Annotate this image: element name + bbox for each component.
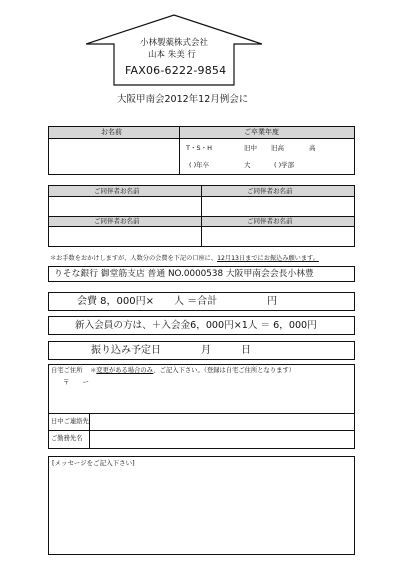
bank-account-text: りそな銀行 御堂筋支店 普通 NO.0000538 大阪甲南会会長小林豊 [54,268,314,279]
workplace-field[interactable] [91,432,352,446]
daytime-contact-label: 日中ご連絡先 [51,418,89,425]
transfer-date-band [48,341,355,360]
message-label: [メッセージをご記入下さい] [52,459,135,467]
companion-name-field-1[interactable] [51,198,199,214]
company-name: 小林製薬株式会社 [140,38,209,48]
page-title: 大阪甲南会2012年12月例会に [117,94,249,105]
companion-name-field-4[interactable] [204,228,352,244]
bank-account-band [48,266,355,282]
payment-deadline: 12月13日までにお振込み願います。 [217,255,319,262]
payment-notice [50,256,319,262]
address-note-prefix: ＊ [90,367,97,374]
new-member-band [48,316,355,335]
address-note-suffix: 、ご記入下さい。（登録は自宅ご住所となります） [153,367,296,374]
companion-header-1: ご同伴者お名前 [94,187,140,195]
fee-band [48,292,355,311]
member-name-field[interactable] [51,140,177,172]
companion-table [48,185,355,247]
companion-name-field-3[interactable] [51,228,199,244]
member-table [48,126,355,175]
address-note [90,368,295,374]
grad-year-header: ご卒業年度 [244,128,279,136]
companion-header-3: ご同伴者お名前 [94,217,140,225]
postal-code-field[interactable]: 〒 ー [63,378,89,386]
faculty-field[interactable]: ( )学部 [274,161,295,169]
companion-header-4: ご同伴者お名前 [247,217,293,225]
message-box[interactable] [48,456,355,555]
recipient-name: 山本 朱美 行 [148,50,196,60]
transfer-date-text[interactable]: 振り込み予定日 月 日 [91,344,251,356]
school-old-high[interactable]: 旧高 [271,144,284,152]
grad-year-field[interactable]: ( )年卒 [189,161,210,169]
address-note-emphasis: 変更がある場合のみ [96,367,154,374]
daytime-contact-field[interactable] [91,415,352,428]
name-header: お名前 [101,128,122,136]
new-member-fee-text: 新入会員の方は、＋入会金6，000円×1人 ＝ 6，000円 [75,319,317,331]
payment-notice-text: ＊お手数をおかけしますが、人数分の会費を下記の口座に、 [50,255,218,262]
fax-number: FAX06-6222-9854 [125,64,227,77]
companion-header-2: ご同伴者お名前 [247,187,293,195]
era-options[interactable]: T・S・H [186,144,212,152]
companion-name-field-2[interactable] [204,198,352,214]
school-high[interactable]: 高 [309,144,316,152]
address-field[interactable] [51,387,352,411]
school-university[interactable]: 大 [244,161,251,169]
school-old-middle[interactable]: 旧中 [244,144,257,152]
contact-table [48,364,355,449]
workplace-label: ご勤務先名 [51,435,83,442]
fee-text[interactable]: 会費 8，000円× 人 ＝合計 円 [77,295,278,307]
address-label: 自宅ご住所 [51,367,83,374]
